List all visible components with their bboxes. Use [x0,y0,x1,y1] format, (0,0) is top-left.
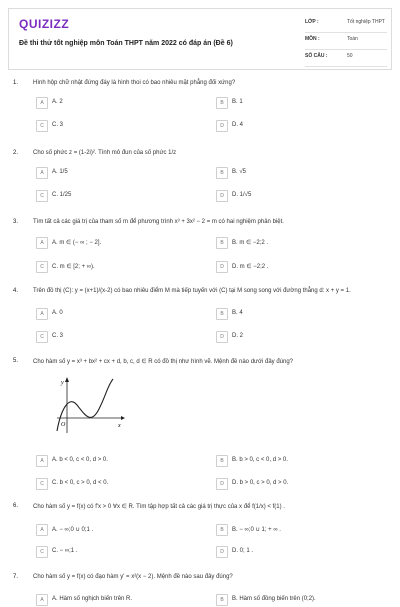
option-letter: B [216,308,228,320]
option-letter: B [216,594,228,606]
question-text: Cho số phức z = (1-2i)². Tính mô đun của số phức 1/z [33,150,177,156]
worksheet-header [8,8,392,70]
worksheet-meta [305,16,387,67]
meta-key: SỐ CÂU : [305,53,328,59]
option-text: B. Hàm số đồng biến trên (0;2). [232,596,316,602]
meta-key: MÔN : [305,36,320,42]
x-axis-arrow [121,416,125,420]
option-letter: D [216,331,228,343]
option-text: A. Hàm số nghịch biến trên R. [52,596,133,602]
option-text: C. 1/25 [52,192,72,198]
cubic-curve [57,379,113,431]
option-text: A. 2 [52,99,63,105]
meta-value: Tốt nghiệp THPT [347,19,385,25]
option-text: A. b < 0, c < 0, d > 0. [52,457,108,463]
option-letter: D [216,120,228,132]
option-text: D. b > 0, c > 0, d > 0. [232,480,289,486]
option-text: B. 4 [232,310,243,316]
option-letter: D [216,546,228,558]
option-text: B. b > 0, c < 0, d > 0. [232,457,288,463]
option-text: C. 3 [52,333,64,339]
meta-row-class [305,16,387,33]
quizizz-logo: QUIZIZZ [19,17,70,31]
option-letter: A [36,97,48,109]
option-letter: C [36,478,48,490]
option-text: D. m ∈ −2;2 . [232,264,269,270]
meta-key: LỚP : [305,19,319,25]
option-text: B. m ∈ −2;2 . [232,240,269,246]
option-text: B. √5 [232,169,246,175]
option-letter: C [36,261,48,273]
option-letter: C [36,331,48,343]
question-text: Trên đồ thị (C): y = (x+1)/(x-2) có bao nhiêu điểm M mà tiếp tuyến với (C) tại M song song với đường thẳng d: x + y = 1. [33,288,351,294]
option-letter: B [216,237,228,249]
option-letter: C [36,120,48,132]
option-text: B. 1 [232,99,243,105]
option-letter: C [36,546,48,558]
option-letter: D [216,261,228,273]
cubic-graph [55,375,125,435]
option-letter: B [216,455,228,467]
question-number: 3. [13,219,19,225]
option-text: D. 0; 1 . [232,548,254,554]
option-letter: D [216,190,228,202]
question-text: Tìm tất cả các giá trị của tham số m để phương trình x³ + 3x² − 2 = m có hai nghiệm phân biệt. [33,219,284,225]
option-letter: B [216,524,228,536]
meta-value: Toán [347,36,358,42]
option-letter: B [216,97,228,109]
question-text: Cho hàm số y = f(x) có f'x > 0 ∀x ∈ R. Tìm tập hợp tất cả các giá trị thực của x để f(1/x) < f(1) . [33,504,285,510]
option-text: A. 1/5 [52,169,68,175]
option-letter: A [36,308,48,320]
origin-label: O [61,422,66,428]
option-letter: A [36,455,48,467]
question-number: 5. [13,358,19,364]
question-number: 6. [13,503,19,509]
meta-row-subject [305,33,387,50]
question-text: Hình hộp chữ nhật đứng đáy là hình thoi có bao nhiêu mặt phẳng đối xứng? [33,80,236,86]
x-axis-label: x [118,423,121,429]
option-text: A. 0 [52,310,63,316]
option-letter: B [216,167,228,179]
option-letter: A [36,524,48,536]
option-letter: D [216,478,228,490]
option-text: D. 1/√5 [232,192,252,198]
y-axis-label: y [61,380,64,386]
option-text: C. − ∞;1 . [52,548,78,554]
option-letter: A [36,167,48,179]
option-text: A. m ∈ (− ∞ ; − 2]. [52,240,102,246]
y-axis-arrow [65,377,69,382]
option-text: D. 2 [232,333,244,339]
option-text: C. b < 0, c > 0, d < 0. [52,480,109,486]
option-text: B. − ∞;0 ∪ 1; + ∞ . [232,527,281,533]
question-text: Cho hàm số y = x³ + bx² + cx + d, b, c, d ∈ R có đồ thị như hình vẽ. Mệnh đề nào dưới đây đúng? [33,359,294,365]
question-number: 7. [13,574,19,580]
meta-value: 50 [347,53,353,59]
option-letter: A [36,237,48,249]
question-text: Cho hàm số y = f(x) có đạo hàm y' = x²(x − 2). Mệnh đề nào sau đây đúng? [33,574,233,580]
question-number: 2. [13,150,19,156]
option-text: D. 4 [232,122,244,128]
option-letter: A [36,594,48,606]
question-number: 4. [13,288,19,294]
option-text: C. m ∈ [2; + ∞). [52,264,95,270]
worksheet-title: Đề thi thử tốt nghiệp môn Toán THPT năm 2022 có đáp án (Đề 6) [19,40,233,47]
question-number: 1. [13,80,19,86]
option-text: A. − ∞;0 ∪ 0;1 . [52,527,94,533]
meta-row-count [305,50,387,67]
option-text: C. 3 [52,122,64,128]
option-letter: C [36,190,48,202]
